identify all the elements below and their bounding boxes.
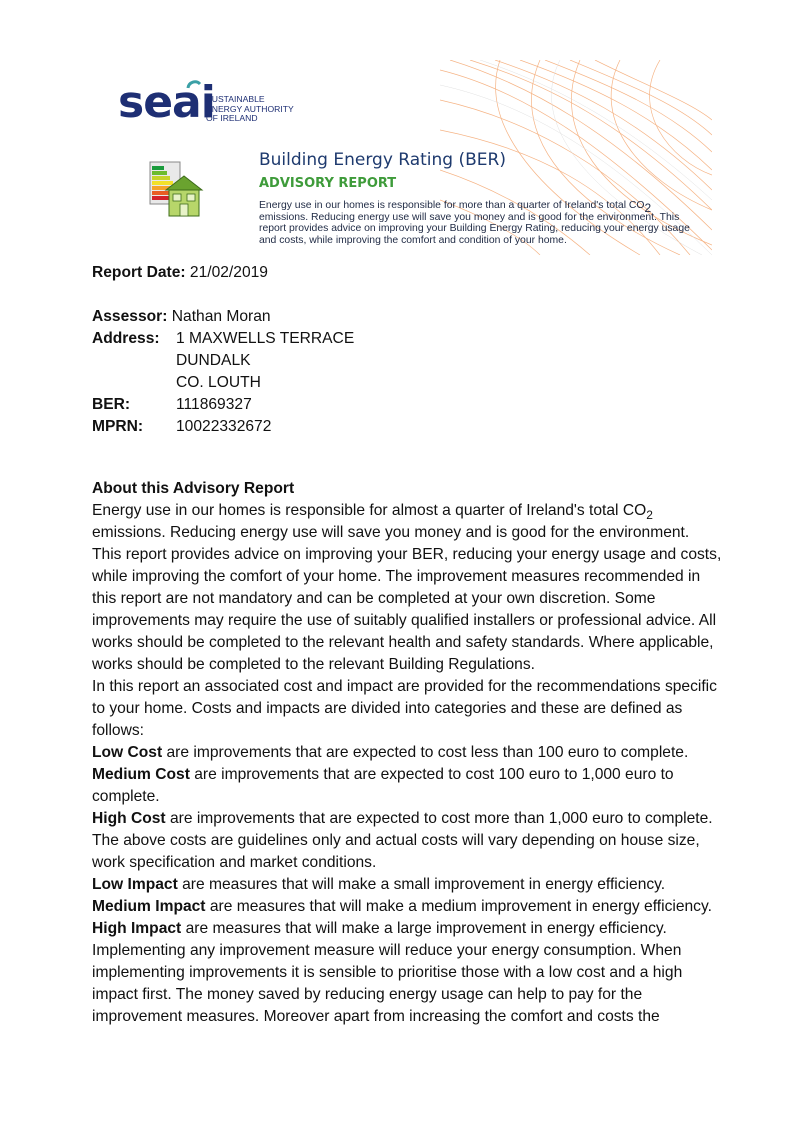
report-date-label: Report Date: bbox=[92, 264, 186, 281]
about-paragraph-2: In this report an associated cost and impact are provided for the recommendations specific to your home. Costs and impacts are divided into categories and these are defined as follows: bbox=[92, 678, 717, 739]
report-header bbox=[0, 0, 800, 260]
address-line-2: DUNDALK bbox=[176, 352, 251, 369]
ber-value: 111869327 bbox=[176, 396, 252, 413]
logo-subtitle: SUSTAINABLE ENERGY AUTHORITY OF IRELAND bbox=[206, 94, 294, 124]
mprn-value: 10022332672 bbox=[176, 418, 272, 435]
definition-medium-cost: Medium Cost are improvements that are expected to cost 100 euro to 1,000 euro to complete. bbox=[92, 766, 674, 805]
address bbox=[92, 328, 722, 350]
address-label: Address: bbox=[92, 330, 160, 347]
mprn-label: MPRN: bbox=[92, 418, 144, 435]
about-paragraph-1: Energy use in our homes is responsible for almost a quarter of Ireland's total $CO_2$ emissions. Reducing energy use will save you money and is good for the environment. This report provides advice on improving your BER, reducing your energy usage and costs, while improving the comfort of your home. The improvement measures recommended in this report are not mandatory and can be completed at your own discretion. Some improvements may require the use of suitably qualified installers or professional advice. All works should be completed to the relevant health and safety standards. Where applicable, works should be completed to the relevant Building Regulations. bbox=[92, 502, 722, 673]
about-paragraph-4: Implementing any improvement measure will reduce your energy consumption. When implementing improvements it is sensible to prioritise those with a low cost and a high impact first. The money saved by reducing energy usage can help to pay for the improvement measures. Moreover apart from increasing the comfort and costs the bbox=[92, 942, 683, 1025]
address-line-1: 1 MAXWELLS TERRACE bbox=[176, 330, 355, 347]
header-subtitle: ADVISORY REPORT bbox=[259, 176, 397, 191]
definition-high-impact: High Impact are measures that will make a large improvement in energy efficiency. bbox=[92, 920, 667, 937]
house-energy-label-icon bbox=[146, 160, 204, 218]
report-date-value: 21/02/2019 bbox=[185, 264, 268, 281]
report-body bbox=[92, 262, 722, 1028]
definition-high-cost: High Cost are improvements that are expected to cost more than 1,000 euro to complete. bbox=[92, 810, 713, 827]
definition-low-impact: Low Impact are measures that will make a small improvement in energy efficiency. bbox=[92, 876, 666, 893]
seai-logo bbox=[118, 78, 318, 128]
assessor-label: Assessor: bbox=[92, 308, 168, 325]
cost-guideline-note: The above costs are guidelines only and actual costs will vary depending on house size, work specification and market conditions. bbox=[92, 832, 700, 871]
report-date bbox=[92, 262, 722, 284]
ber-number bbox=[92, 394, 722, 416]
definition-low-cost: Low Cost are improvements that are expected to cost less than 100 euro to complete. bbox=[92, 744, 689, 761]
assessor bbox=[92, 306, 722, 328]
header-title: Building Energy Rating (BER) bbox=[259, 150, 506, 170]
header-intro: Energy use in our homes is responsible for more than a quarter of Ireland's total $CO_2$ emissions. Reducing energy use will save you money and is good for the environment. This report provides advice on improving your Building Energy Rating, reducing your energy usage and costs, while improving the comfort and condition of your home. bbox=[259, 200, 690, 246]
address-line-3: CO. LOUTH bbox=[176, 374, 261, 391]
logo-arc-icon bbox=[186, 78, 202, 94]
ber-label: BER: bbox=[92, 396, 131, 413]
definition-medium-impact: Medium Impact are measures that will make a medium improvement in energy efficiency. bbox=[92, 898, 712, 915]
about-section-title: About this Advisory Report bbox=[92, 480, 295, 497]
assessor-value: Nathan Moran bbox=[167, 308, 271, 325]
logo-wordmark: seai bbox=[118, 77, 215, 128]
mprn-number bbox=[92, 416, 722, 438]
